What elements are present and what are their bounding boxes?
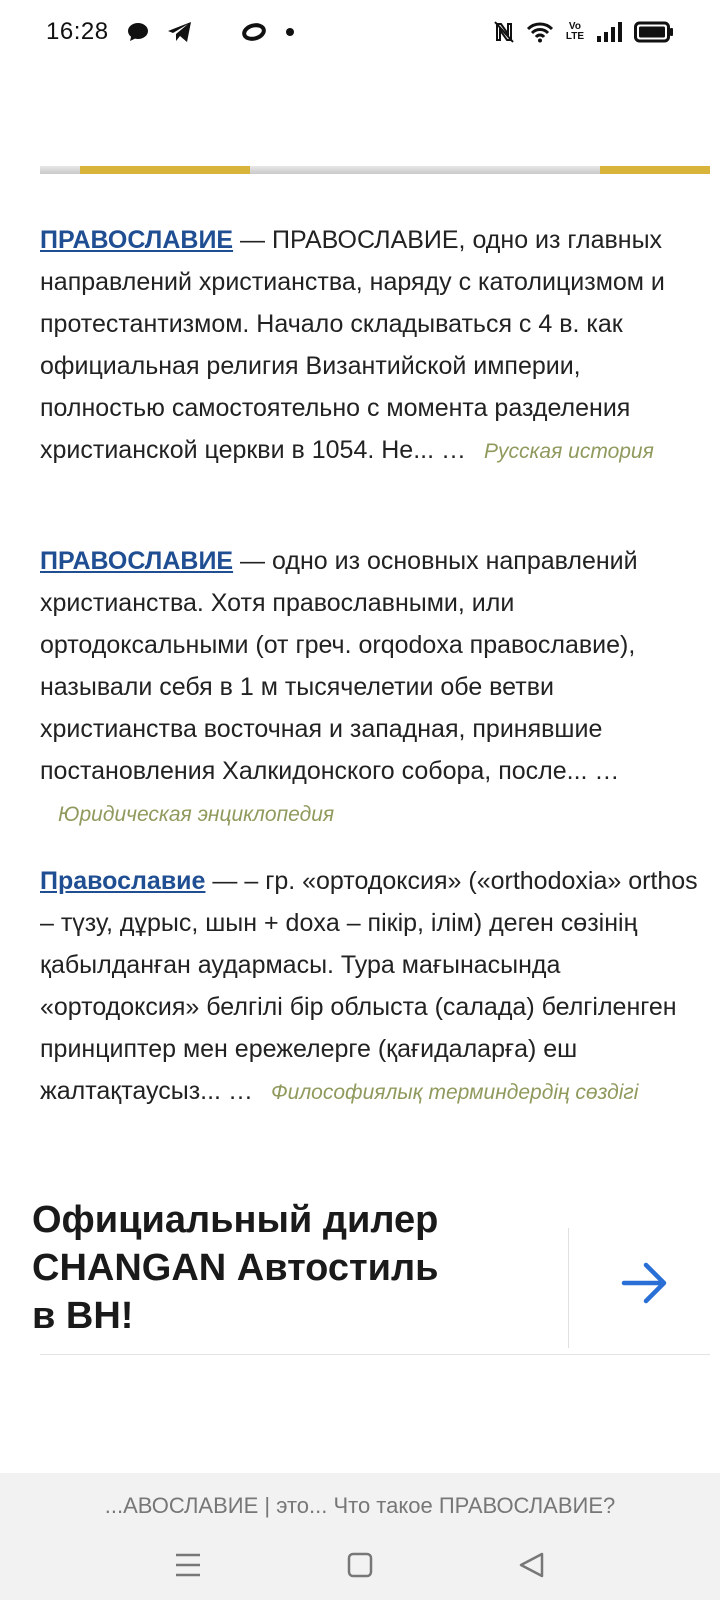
entry-title-link[interactable]: ПРАВОСЛАВИЕ (40, 226, 234, 254)
nfc-icon (494, 21, 514, 43)
entry-title-link[interactable]: Православие (40, 867, 206, 895)
status-bar (0, 0, 720, 64)
telegram-icon (167, 21, 193, 43)
status-time: 16:28 (46, 18, 109, 45)
ad-text: Официальный дилер CHANGAN Автостиль в ВН! (32, 1199, 439, 1337)
entry-text: — – гр. «ортодоксия» («orthodoxia» orthos – түзу, дұрыс, шын + doxa – пікір, ілім) деген сөзінің қабылданған аудармасы. Тура мағынасында «ортодоксия» белгілі бір облыста (салада) белгіленген принциптер мен ережелерге (қағидаларға) еш жалтақтаусыз... … (40, 867, 698, 1105)
status-right (494, 21, 674, 43)
article-image-edge (40, 166, 710, 174)
signal-icon (596, 21, 622, 43)
volte-bottom: LTE (565, 31, 584, 42)
entry-text: — одно из основных направлений христианства. Хотя православными, или ортодоксальными (от греч. orqodoxa православие), называли себя в 1 м тысячелетии обе ветви христианства восточная и западная, принявшие постановления Халкидонского собора, после... … (40, 547, 638, 785)
volte-top: Vo (568, 21, 581, 32)
dictionary-entry (40, 219, 712, 473)
volte-icon (566, 22, 584, 42)
dictionary-entry (40, 540, 712, 836)
status-left (46, 18, 295, 46)
arrow-right-icon[interactable] (620, 1260, 670, 1306)
dictionary-entry (40, 860, 712, 1114)
entry-source-link[interactable]: Юридическая энциклопедия (58, 803, 335, 826)
image-fragment-right (600, 166, 710, 174)
menu-icon[interactable] (168, 1545, 208, 1585)
ring-icon (241, 22, 267, 42)
back-triangle-icon[interactable] (512, 1545, 552, 1585)
wifi-icon (526, 21, 554, 43)
home-square-icon[interactable] (340, 1545, 380, 1585)
page-url-title[interactable]: ...АВОСЛАВИЕ | это... Что такое ПРАВОСЛАВИЕ? (104, 1493, 616, 1518)
entry-title-link[interactable]: ПРАВОСЛАВИЕ (40, 547, 234, 575)
bottom-bar (0, 1473, 720, 1600)
volte-label (566, 22, 584, 42)
ad-divider (568, 1228, 569, 1348)
image-fragment-left (80, 166, 250, 174)
entry-source-link[interactable]: Философиялық терминдердің сөздігі (270, 1081, 639, 1104)
entry-source-link[interactable]: Русская история (483, 440, 654, 463)
ad-banner[interactable] (32, 1199, 710, 1355)
dot-icon (285, 27, 295, 37)
entry-text: — ПРАВОСЛАВИЕ, одно из главных направлений христианства, наряду с католицизмом и протестантизмом. Начало складываться с 4 в. как официальная религия Византийской империи, полностью самостоятельно с момента разделения христианской церкви в 1054. Не... … (40, 226, 665, 464)
chat-bubble-icon (127, 22, 149, 42)
battery-icon (634, 21, 674, 43)
